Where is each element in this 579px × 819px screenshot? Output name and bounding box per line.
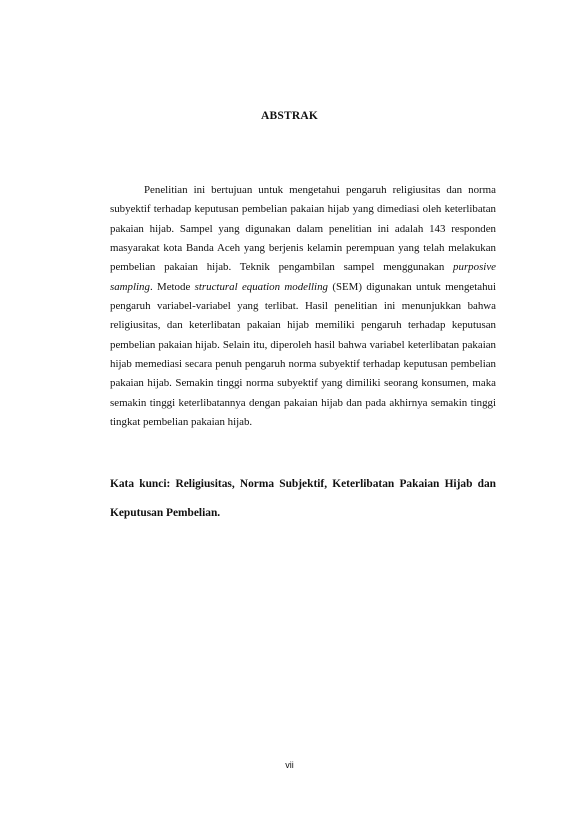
abstract-italic-term-2: structural equation modelling: [194, 280, 328, 293]
keywords-paragraph: Kata kunci: Religiusitas, Norma Subjektif, Keterlibatan Pakaian Hijab dan Keputusan Pembelian.: [110, 478, 496, 519]
abstract-text-part3: (SEM) digunakan untuk mengetahui pengaruh variabel-variabel yang terlibat. Hasil penelitian ini menunjukkan bahwa religiusitas, dan keterlibatan pakaian hijab memiliki pengaruh terhadap keputusan pembelian pakaian hijab. Selain itu, diperoleh hasil bahwa variabel keterlibatan pakaian hijab memediasi secara penuh pengaruh norma subyektif terhadap keputusan pembelian pakaian hijab. Semakin tinggi norma subyektif yang dimiliki seorang konsumen, maka semakin tinggi keterlibatannya dengan pakaian hijab dan pada akhirnya semakin tinggi tingkat pembelian pakaian hijab.: [110, 280, 497, 429]
abstract-paragraph: [110, 181, 496, 432]
page-title: ABSTRAK: [261, 110, 318, 122]
page-number: vii: [285, 760, 294, 770]
abstract-text-part1: Penelitian ini bertujuan untuk mengetahui pengaruh religiusitas dan norma subyektif terhadap keputusan pembelian pakaian hijab yang dimediasi oleh keterlibatan pakaian hijab. Sampel yang digunakan dalam penelitian ini adalah 143 responden masyarakat kota Banda Aceh yang berjenis kelamin perempuan yang telah melakukan pembelian pakaian hijab. Teknik pengambilan sampel menggunakan: [110, 184, 496, 274]
abstract-italic-term-1: purposive sampling: [110, 261, 496, 293]
abstract-text-part2: . Metode: [149, 280, 195, 293]
